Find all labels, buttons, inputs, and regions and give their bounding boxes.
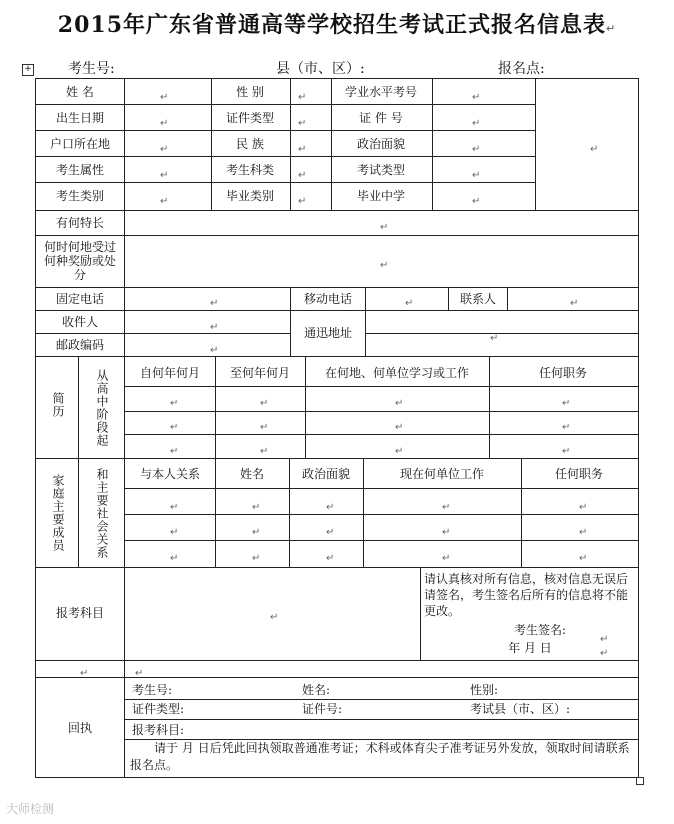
- label-grad-type: 毕业类别: [225, 189, 274, 203]
- grid-line: [365, 287, 366, 357]
- family-side-label: 家庭主要成员: [51, 474, 65, 552]
- grid-line: [124, 411, 639, 412]
- label-hukou: 户口所在地: [49, 137, 110, 151]
- grid-line: [35, 156, 536, 157]
- receipt-subjects: 报考科目:: [132, 723, 185, 737]
- paragraph-mark-icon: ↵: [442, 527, 451, 538]
- paragraph-mark-icon: ↵: [562, 398, 571, 409]
- paragraph-mark-icon: ↵: [298, 118, 307, 129]
- paragraph-mark-icon: ↵: [472, 118, 481, 129]
- paragraph-mark-icon: ↵: [170, 527, 179, 538]
- grid-line: [124, 386, 639, 387]
- label-mobile: 移动电话: [303, 292, 352, 306]
- family-col-relation: 与本人关系: [139, 467, 200, 481]
- family-col-workplace: 现在何单位工作: [399, 467, 484, 481]
- paragraph-mark-icon: ↵: [579, 553, 588, 564]
- paragraph-mark-icon: ↵: [298, 144, 307, 155]
- grid-line: [124, 719, 639, 720]
- grid-line: [35, 130, 536, 131]
- label-id-no: 证 件 号: [359, 111, 403, 125]
- paragraph-mark-icon: ↵: [252, 527, 261, 538]
- grid-line: [638, 78, 639, 778]
- paragraph-mark-icon: ↵: [160, 196, 169, 207]
- grid-line: [35, 458, 639, 459]
- paragraph-mark-icon: ↵: [472, 196, 481, 207]
- label-category: 考生类别: [55, 189, 104, 203]
- label-level-no: 学业水平考号: [344, 85, 417, 99]
- grid-line: [124, 488, 639, 489]
- paragraph-mark-icon: ↵: [395, 446, 404, 457]
- grid-line: [78, 356, 79, 459]
- label-political: 政治面貌: [356, 137, 405, 151]
- paragraph-mark-icon: ↵: [472, 170, 481, 181]
- grid-line: [420, 567, 421, 661]
- paragraph-mark-icon: ↵: [326, 502, 335, 513]
- paragraph-mark-icon: ↵: [380, 260, 389, 271]
- paragraph-mark-icon: ↵: [210, 298, 219, 309]
- header-exam-no-label: 考生号:: [68, 61, 115, 77]
- paragraph-mark-icon: ↵: [170, 398, 179, 409]
- paragraph-mark-icon: ↵: [380, 222, 389, 233]
- paragraph-mark-icon: ↵: [160, 118, 169, 129]
- paragraph-mark-icon: ↵: [600, 648, 609, 659]
- grid-line: [535, 78, 536, 211]
- paragraph-mark-icon: ↵: [590, 144, 599, 155]
- paragraph-mark-icon: ↵: [326, 553, 335, 564]
- header-site-label: 报名点:: [498, 61, 545, 77]
- paragraph-mark-icon: ↵: [326, 527, 335, 538]
- paragraph-mark-icon: ↵: [490, 333, 499, 344]
- resume-col-to: 至何年何月: [229, 366, 290, 380]
- paragraph-mark-icon: ↵: [260, 398, 269, 409]
- label-specialty: 有何特长: [55, 216, 104, 230]
- paragraph-mark-icon: ↵: [570, 298, 579, 309]
- label-contact: 联系人: [459, 292, 496, 306]
- paragraph-mark-icon: ↵: [260, 446, 269, 457]
- grid-line: [432, 78, 433, 211]
- paragraph-mark-icon: ↵: [170, 553, 179, 564]
- grid-line: [35, 182, 536, 183]
- paragraph-mark-icon: ↵: [260, 422, 269, 433]
- paragraph-mark-icon: ↵: [600, 634, 609, 645]
- grid-line: [124, 567, 125, 678]
- grid-line: [507, 287, 508, 311]
- receipt-id-type: 证件类型:: [132, 702, 185, 716]
- grid-line: [290, 78, 291, 211]
- resume-col-place: 在何地、何单位学习或工作: [324, 366, 469, 380]
- grid-line: [35, 78, 36, 778]
- paragraph-mark-icon: ↵: [160, 170, 169, 181]
- paragraph-mark-icon: ↵: [252, 553, 261, 564]
- paragraph-mark-icon: ↵: [170, 446, 179, 457]
- grid-line: [124, 434, 639, 435]
- paragraph-mark-icon: ↵: [298, 170, 307, 181]
- page-title: 2015年广东省普通高等学校招生考试正式报名信息表↵: [57, 12, 617, 38]
- grid-line: [35, 104, 536, 105]
- label-ethnic: 民 族: [236, 137, 264, 151]
- grid-line: [35, 660, 639, 661]
- label-id-type: 证件类型: [225, 111, 274, 125]
- paragraph-mark-icon: ↵: [298, 92, 307, 103]
- receipt-id-no: 证件号:: [302, 702, 343, 716]
- grid-line: [35, 677, 639, 678]
- paragraph-mark-icon: ↵: [270, 612, 279, 623]
- paragraph-mark-icon: ↵: [472, 92, 481, 103]
- paragraph-mark-icon: ↵: [170, 422, 179, 433]
- receipt-exam-no: 考生号:: [132, 683, 173, 697]
- label-attr: 考生属性: [55, 163, 104, 177]
- label-exam-subjects: 报考科目: [55, 606, 104, 620]
- paragraph-mark-icon: ↵: [405, 298, 414, 309]
- grid-line: [124, 287, 125, 357]
- grid-line: [35, 210, 639, 211]
- receipt-gender: 性别:: [470, 683, 499, 697]
- resume-side-sub-label: 从高中阶段起: [95, 369, 109, 447]
- resume-col-from: 自何年何月: [139, 366, 200, 380]
- grid-line: [35, 235, 639, 236]
- grid-line: [124, 514, 639, 515]
- paragraph-mark-icon: ↵: [442, 553, 451, 564]
- grid-line: [35, 78, 639, 79]
- label-subject: 考生科类: [225, 163, 274, 177]
- sign-date-label: 年 月 日: [508, 641, 552, 655]
- label-birth: 出生日期: [55, 111, 104, 125]
- resume-side-label: 简历: [51, 392, 65, 418]
- label-address: 通迅地址: [303, 326, 352, 340]
- paragraph-mark-icon: ↵: [395, 398, 404, 409]
- grid-line: [35, 777, 639, 778]
- label-phone: 固定电话: [55, 292, 104, 306]
- family-side-sub-label: 和主要社会关系: [95, 467, 109, 559]
- receipt-label: 回执: [67, 721, 92, 735]
- label-exam-type: 考试类型: [356, 163, 405, 177]
- grid-line: [124, 540, 639, 541]
- label-name: 姓 名: [66, 85, 94, 99]
- family-col-name: 姓名: [239, 467, 264, 481]
- receipt-note: 请于 月 日后凭此回执领取普通准考证；术科或体育尖子准考证另外发放，领取时间请联系报名点。: [130, 741, 630, 772]
- watermark: 大师检测: [6, 802, 55, 816]
- label-grad-school: 毕业中学: [356, 189, 405, 203]
- grid-line: [124, 78, 125, 211]
- grid-line: [78, 458, 79, 568]
- paragraph-mark-icon: ↵: [442, 502, 451, 513]
- grid-line: [124, 677, 125, 778]
- paragraph-mark-icon: ↵: [160, 92, 169, 103]
- sign-label: 考生签名:: [513, 623, 567, 637]
- paragraph-mark-icon: ↵: [472, 144, 481, 155]
- label-zip: 邮政编码: [55, 338, 104, 352]
- label-award: 何时何地受过何种奖励或处分: [43, 240, 116, 282]
- paragraph-mark-icon: ↵: [395, 422, 404, 433]
- grid-line: [365, 333, 639, 334]
- paragraph-mark-icon: ↵: [210, 345, 219, 356]
- paragraph-mark-icon: ↵: [579, 502, 588, 513]
- paragraph-mark-icon: ↵: [135, 668, 144, 679]
- family-col-political: 政治面貌: [301, 467, 350, 481]
- label-receiver: 收件人: [61, 315, 98, 329]
- resume-col-position: 任何职务: [538, 366, 587, 380]
- paragraph-mark-icon: ↵: [80, 668, 89, 679]
- paragraph-mark-icon: ↵: [562, 422, 571, 433]
- paragraph-mark-icon: ↵: [210, 322, 219, 333]
- grid-line: [35, 356, 639, 357]
- table-resize-handle-icon[interactable]: [636, 777, 644, 785]
- grid-line: [124, 210, 125, 288]
- label-gender: 性 别: [236, 85, 264, 99]
- paragraph-mark-icon: ↵: [298, 196, 307, 207]
- paragraph-mark-icon: ↵: [252, 502, 261, 513]
- receipt-county: 考试县（市、区）:: [470, 702, 571, 716]
- paragraph-mark-icon: ↵: [579, 527, 588, 538]
- receipt-name: 姓名:: [302, 683, 331, 697]
- confirm-notice-text: 请认真核对所有信息，核对信息无误后请签名，考生签名后所有的信息将不能更改。: [424, 572, 629, 618]
- family-col-position: 任何职务: [554, 467, 603, 481]
- paragraph-mark-icon: ↵: [562, 446, 571, 457]
- grid-line: [35, 567, 639, 568]
- paragraph-mark-icon: ↵: [160, 144, 169, 155]
- paragraph-mark-icon: ↵: [170, 502, 179, 513]
- table-move-handle-icon[interactable]: +: [22, 64, 34, 76]
- header-county-label: 县（市、区）:: [276, 61, 365, 77]
